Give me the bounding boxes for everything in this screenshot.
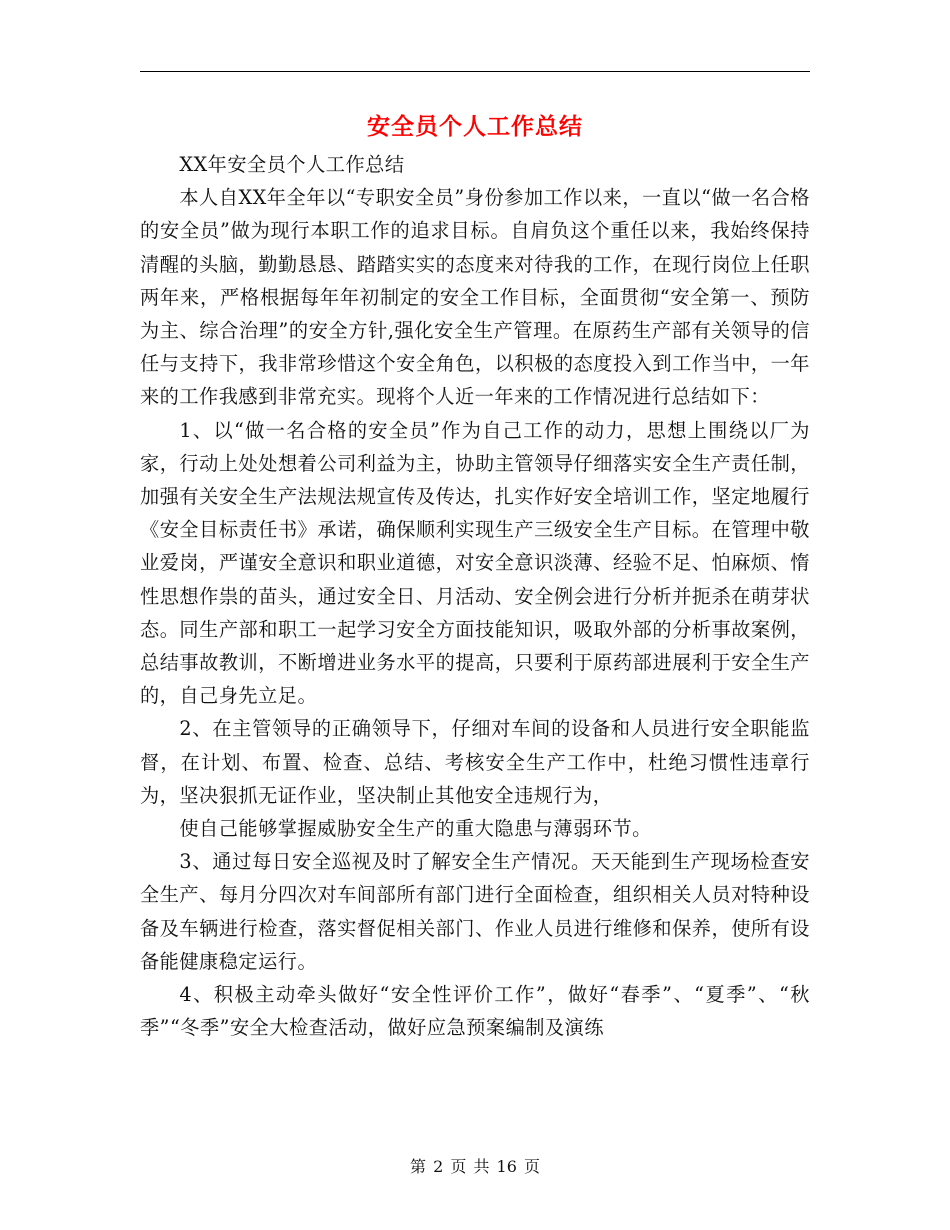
document-title: 安全员个人工作总结 xyxy=(367,113,583,140)
page-footer: 第 2 页 共 16 页 xyxy=(410,1157,540,1176)
body-paragraph: 使自己能够掌握威胁安全生产的重大隐患与薄弱环节。 xyxy=(179,817,652,841)
body-paragraph: 本人自XX年全年以“专职安全员”身份参加工作以来，一直以“做一名合格的安全员”做为现行本职工作的追求目标。自肩负这个重任以来，我始终保持清醒的头脑，勤勤恳恳、踏踏实实的态度来对待我的工作，在现行岗位上任职两年来，严格根据每年年初制定的安全工作目标，全面贯彻“安全第一、预防为主、综合治理”的安全方针,强化安全生产管理。在原药生产部有关领导的信任与支持下，我非常珍惜这个安全角色，以积极的态度投入到工作当中，一年来的工作我感到非常充实。现将个人近一年来的工作情况进行总结如下： xyxy=(140,186,810,409)
body-paragraph: 4、积极主动牵头做好“安全性评价工作”，做好“春季”、“夏季”、“秋季”“冬季”安全大检查活动，做好应急预案编制及演练 xyxy=(140,983,810,1040)
body-paragraph: 1、以“做一名合格的安全员”作为自己工作的动力，思想上围绕以厂为家，行动上处处想着公司利益为主，协助主管领导仔细落实安全生产责任制，加强有关安全生产法规法规宣传及传达，扎实作好安全培训工作，坚定地履行《安全目标责任书》承诺，确保顺利实现生产三级安全生产目标。在管理中敬业爱岗，严谨安全意识和职业道德，对安全意识淡薄、经验不足、怕麻烦、惰性思想作祟的苗头，通过安全日、月活动、安全例会进行分析并扼杀在萌芽状态。同生产部和职工一起学习安全方面技能知识，吸取外部的分析事故案例，总结事故教训，不断增进业务水平的提高，只要利于原药部进展利于安全生产的，自己身先立足。 xyxy=(140,418,810,708)
body-paragraph: 2、在主管领导的正确领导下，仔细对车间的设备和人员进行安全职能监督，在计划、布置、检查、总结、考核安全生产工作中，杜绝习惯性违章行为，坚决狠抓无证作业，坚决制止其他安全违规行为， xyxy=(140,717,810,807)
body-paragraph: XX年安全员个人工作总结 xyxy=(179,153,405,176)
body-paragraph: 3、通过每日安全巡视及时了解安全生产情况。天天能到生产现场检查安全生产、每月分四次对车间部所有部门进行全面检查，组织相关人员对特种设备及车辆进行检查，落实督促相关部门、作业人员进行维修和保养，使所有设备能健康稳定运行。 xyxy=(140,850,810,973)
header-rule xyxy=(140,71,810,72)
document-body xyxy=(140,148,810,1044)
